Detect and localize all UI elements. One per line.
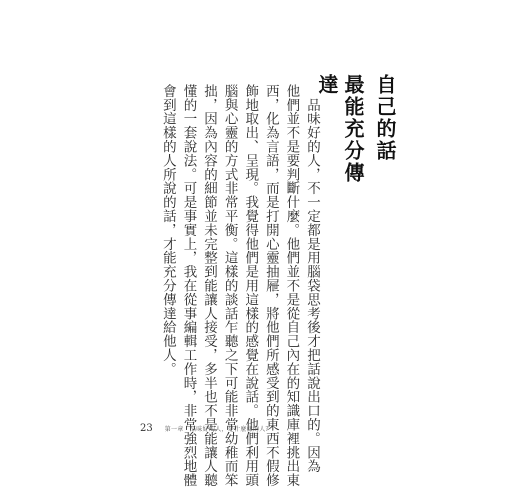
text-column: 他們並不是要判斷什麼。他們並不是從自己內在的知識庫裡挑出東 xyxy=(283,84,300,488)
page-number: 23 xyxy=(140,423,153,434)
chapter-heading xyxy=(315,74,398,194)
heading-line-1: 自己的話 xyxy=(373,74,397,162)
text-column: 品味好的人，不一定都是用腦袋思考後才把話說出口的。因為 xyxy=(304,84,320,474)
text-column: 腦與心靈的方式非常平衡。這樣的談話乍聽之下可能非常幼稚而笨 xyxy=(221,84,238,488)
heading-line-2: 最能充分傳達 xyxy=(315,74,365,184)
text-column: 懂的一套說法。可是事實上，我在從事編輯工作時，非常強烈地體 xyxy=(180,84,197,488)
text-column: 西，化為言語，而是打開心靈抽屜，將他們所感受到的東西不假修 xyxy=(262,84,279,488)
running-header: 第一章 品味好的人，是什麼樣的人？ xyxy=(164,426,272,433)
text-column: 拙，因為內容的細節並未完整到能讓人接受，多半也不是能讓人聽 xyxy=(201,84,218,488)
text-column: 會到這樣的人所說的話，才能充分傳達給他人。 xyxy=(159,84,176,376)
page-footer xyxy=(140,423,272,437)
text-column: 飾地取出、呈現。我覺得他們是用這樣的感覺在說話。他們利用頭 xyxy=(242,84,259,488)
